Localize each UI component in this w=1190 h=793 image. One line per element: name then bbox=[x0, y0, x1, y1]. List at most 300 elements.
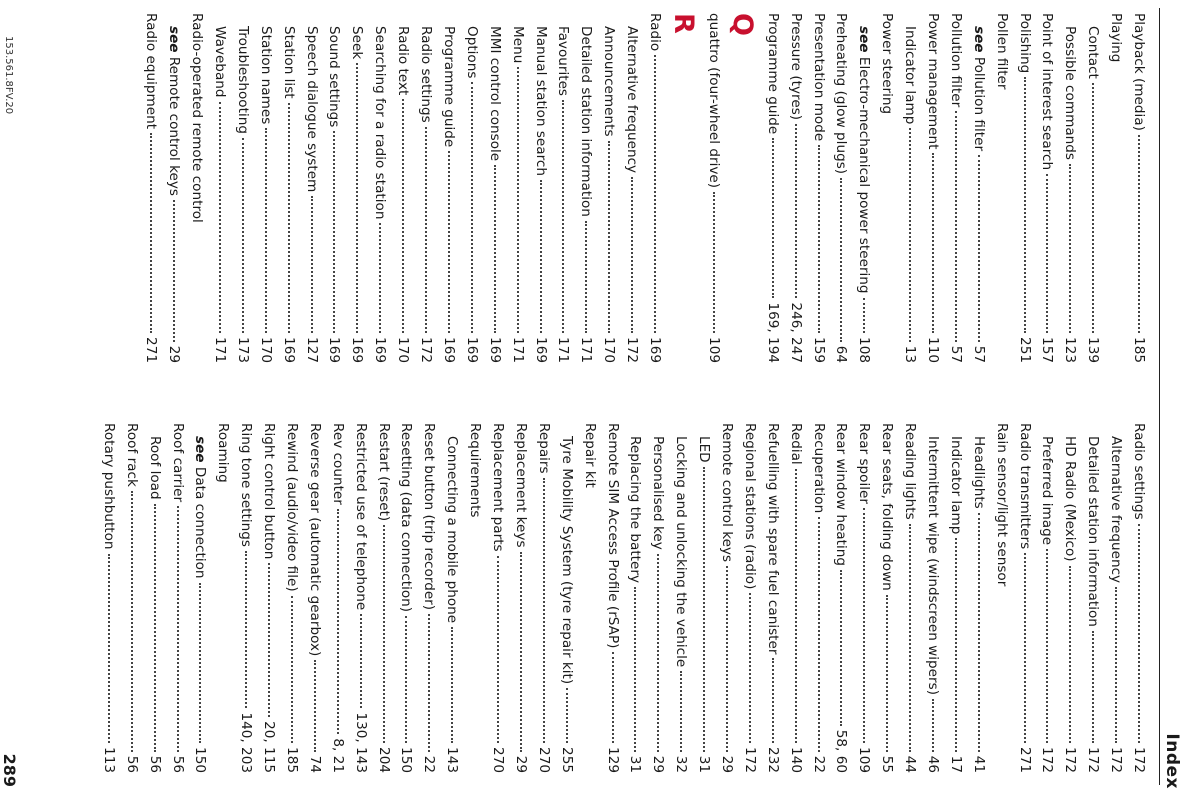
entry-label bbox=[784, 423, 807, 465]
dot-leader bbox=[654, 55, 656, 333]
index-entry bbox=[990, 13, 1013, 363]
dot-leader bbox=[1046, 549, 1048, 743]
entry-page-numbers: 169 bbox=[326, 337, 343, 363]
entry-label bbox=[277, 26, 300, 99]
entry-text: Restart (reset) bbox=[375, 423, 392, 522]
index-entry bbox=[875, 423, 898, 773]
entry-text: Rewind (audio/video file) bbox=[284, 423, 301, 592]
dot-leader bbox=[154, 504, 156, 752]
dot-leader bbox=[520, 552, 522, 752]
entry-page-numbers: 169 bbox=[532, 337, 549, 363]
dot-leader bbox=[955, 111, 957, 342]
entry-text: Detailed station information bbox=[1085, 436, 1102, 627]
index-subentry bbox=[624, 423, 647, 773]
entry-text: Intermittent wipe (windscreen wipers) bbox=[924, 436, 941, 695]
index-subentry bbox=[1081, 423, 1104, 773]
dot-leader bbox=[909, 524, 911, 752]
index-entry bbox=[97, 423, 120, 773]
entry-label bbox=[326, 423, 349, 505]
entry-text: Radio text bbox=[395, 26, 412, 96]
index-entry bbox=[1013, 13, 1036, 363]
dot-leader bbox=[494, 165, 496, 333]
entry-text: Electro-mechanical power steering bbox=[856, 52, 873, 294]
entry-text: Station list bbox=[280, 26, 297, 99]
dot-leader bbox=[314, 660, 316, 751]
entry-text: Sound settings bbox=[326, 26, 343, 128]
dot-leader bbox=[585, 221, 587, 333]
entry-label bbox=[323, 26, 346, 127]
entry-label bbox=[944, 13, 967, 107]
entry-label bbox=[578, 423, 601, 488]
dot-leader bbox=[428, 614, 430, 752]
entry-label bbox=[921, 13, 944, 149]
index-entry bbox=[234, 423, 257, 773]
entry-label bbox=[967, 26, 990, 151]
dot-leader bbox=[1024, 77, 1026, 333]
entry-text: Troubleshooting bbox=[234, 26, 251, 134]
index-subentry bbox=[437, 13, 460, 363]
index-subentry bbox=[921, 423, 944, 773]
entry-text: Radio settings bbox=[1131, 423, 1147, 520]
entry-label bbox=[574, 26, 597, 217]
dot-leader bbox=[173, 200, 175, 342]
see-reference: see bbox=[166, 26, 183, 53]
index-entry bbox=[761, 13, 784, 363]
dot-leader bbox=[863, 298, 865, 333]
entry-page-numbers: 271 bbox=[1016, 747, 1033, 773]
index-subentry bbox=[552, 13, 575, 363]
index-entry bbox=[1127, 13, 1150, 363]
entry-text: Reverse gear (automatic gearbox) bbox=[306, 423, 323, 657]
entry-label bbox=[620, 26, 643, 173]
entry-text: Connecting a mobile phone bbox=[444, 436, 461, 624]
entry-page-numbers: 143 bbox=[444, 747, 461, 773]
entry-page-numbers: 17 bbox=[947, 755, 964, 773]
entry-text: Tyre Mobility System (tyre repair kit) bbox=[558, 436, 575, 685]
entry-page-numbers: 169 bbox=[280, 337, 297, 363]
index-subentry bbox=[323, 13, 346, 363]
index-subentry bbox=[391, 13, 414, 363]
dot-leader bbox=[726, 566, 728, 752]
dot-leader bbox=[886, 595, 888, 752]
index-entry bbox=[921, 13, 944, 363]
entry-page-numbers: 170 bbox=[601, 337, 618, 363]
entry-label bbox=[921, 436, 944, 695]
entry-label bbox=[875, 423, 898, 591]
dot-leader bbox=[749, 593, 751, 743]
entry-label bbox=[303, 423, 326, 656]
entry-label bbox=[509, 423, 532, 548]
entry-page-numbers: 169 bbox=[440, 337, 457, 363]
entry-page-numbers: 150 bbox=[192, 747, 209, 773]
index-entry bbox=[139, 13, 162, 363]
entry-label bbox=[784, 13, 807, 120]
index-subentry bbox=[346, 13, 369, 363]
entry-label bbox=[944, 436, 967, 534]
index-entry bbox=[702, 13, 725, 363]
dot-leader bbox=[425, 127, 427, 333]
index-entry bbox=[509, 423, 532, 773]
entry-text: Searching for a radio station bbox=[372, 26, 389, 220]
entry-label bbox=[460, 26, 483, 78]
dot-leader bbox=[543, 478, 545, 743]
entry-page-numbers: 172 bbox=[1062, 747, 1079, 773]
document-code: 153.561.8FV.20 bbox=[3, 36, 14, 115]
dot-leader bbox=[795, 124, 797, 298]
entry-page-numbers: 56 bbox=[123, 755, 140, 773]
entry-text: Remote SIM Access Profile (rSAP) bbox=[604, 423, 621, 649]
entry-text: Indicator lamp bbox=[947, 436, 964, 535]
index-column-left bbox=[139, 13, 1150, 363]
entry-text: Replacement keys bbox=[512, 423, 529, 548]
index-subentry bbox=[1058, 423, 1081, 773]
entry-text: Rain sensor/light sensor bbox=[993, 423, 1010, 587]
dot-leader bbox=[288, 103, 290, 333]
dot-leader bbox=[356, 63, 358, 333]
entry-label bbox=[257, 423, 280, 559]
dot-leader bbox=[932, 699, 934, 752]
dot-leader bbox=[517, 67, 519, 333]
index-subentry bbox=[143, 423, 166, 773]
entry-page-numbers: 169 bbox=[372, 337, 389, 363]
entry-label bbox=[97, 423, 120, 550]
dot-leader bbox=[840, 570, 842, 726]
dot-leader bbox=[219, 102, 221, 334]
index-entry bbox=[601, 423, 624, 773]
entry-label bbox=[555, 436, 578, 684]
dot-leader bbox=[177, 506, 179, 752]
entry-page-numbers: 171 bbox=[578, 337, 595, 363]
entry-text: Roof carrier bbox=[169, 423, 186, 503]
index-entry bbox=[738, 423, 761, 773]
entry-text: Radio transmitters bbox=[1016, 423, 1033, 550]
entry-text: Headlights bbox=[970, 436, 987, 509]
entry-label bbox=[898, 423, 921, 520]
dot-leader bbox=[337, 509, 339, 735]
entry-label bbox=[166, 423, 189, 502]
index-subentry bbox=[300, 13, 323, 363]
entry-label bbox=[1081, 436, 1104, 627]
entry-page-numbers: 204 bbox=[375, 747, 392, 773]
dot-leader bbox=[795, 469, 797, 743]
entry-page-numbers: 171 bbox=[555, 337, 572, 363]
index-entry bbox=[990, 423, 1013, 773]
entry-page-numbers: 172 bbox=[418, 337, 435, 363]
entry-text: Presentation mode bbox=[810, 13, 827, 142]
entry-text: Regional stations (radio) bbox=[741, 423, 758, 590]
entry-label bbox=[506, 26, 529, 63]
entry-text: Speech dialogue system bbox=[303, 26, 320, 193]
entry-label bbox=[738, 423, 761, 589]
index-entry bbox=[807, 423, 830, 773]
dot-leader bbox=[383, 525, 385, 743]
entry-page-numbers: 113 bbox=[100, 747, 117, 773]
index-subentry bbox=[254, 13, 277, 363]
dot-leader bbox=[608, 141, 610, 333]
entry-page-numbers: 169 bbox=[486, 337, 503, 363]
entry-label bbox=[395, 423, 418, 612]
entry-label bbox=[143, 436, 166, 500]
entry-text: Radio bbox=[646, 13, 663, 52]
entry-label bbox=[139, 13, 162, 129]
entry-page-numbers: 31 bbox=[627, 755, 644, 773]
index-subentry bbox=[368, 13, 391, 363]
entry-page-numbers: 56 bbox=[146, 755, 163, 773]
entry-label bbox=[715, 423, 738, 562]
index-entry bbox=[898, 423, 921, 773]
entry-label bbox=[254, 26, 277, 124]
entry-page-numbers: 57 bbox=[947, 345, 964, 363]
entry-label bbox=[185, 13, 208, 223]
entry-label bbox=[898, 26, 921, 124]
entry-label bbox=[532, 423, 555, 474]
index-subentry bbox=[460, 13, 483, 363]
entry-page-numbers: 108 bbox=[856, 337, 873, 363]
entry-label bbox=[483, 26, 506, 161]
dot-leader bbox=[772, 138, 774, 298]
dot-leader bbox=[713, 192, 715, 333]
dot-leader bbox=[268, 563, 270, 717]
entry-label bbox=[1036, 436, 1059, 545]
index-entry bbox=[257, 423, 280, 773]
entry-page-numbers: 251 bbox=[1016, 337, 1033, 363]
entry-page-numbers: 271 bbox=[143, 337, 160, 363]
entry-text: Data connection bbox=[192, 462, 209, 579]
entry-text: Radio-operated remote control bbox=[189, 13, 206, 223]
entry-label bbox=[967, 436, 990, 509]
index-entry bbox=[852, 423, 875, 773]
index-entry bbox=[532, 423, 555, 773]
entry-label bbox=[761, 423, 784, 654]
index-entry bbox=[303, 423, 326, 773]
dot-leader bbox=[978, 513, 980, 752]
entry-text: Repair kit bbox=[581, 423, 598, 488]
entry-page-numbers: 157 bbox=[1039, 337, 1056, 363]
entry-page-numbers: 150 bbox=[398, 747, 415, 773]
entry-page-numbers: 169 bbox=[646, 337, 663, 363]
entry-text: Alternative frequency bbox=[1108, 436, 1125, 584]
entry-label bbox=[1036, 13, 1059, 170]
index-subentry bbox=[944, 423, 967, 773]
entry-page-numbers: 109 bbox=[856, 747, 873, 773]
entry-label bbox=[646, 436, 669, 550]
entry-text: Replacing the battery bbox=[627, 436, 644, 583]
entry-text: Preferred image bbox=[1039, 436, 1056, 546]
dot-leader bbox=[1092, 631, 1094, 743]
index-subentry bbox=[483, 13, 506, 363]
entry-page-numbers: 57 bbox=[970, 345, 987, 363]
entry-text: Playing bbox=[1108, 13, 1125, 63]
dot-leader bbox=[1069, 566, 1071, 743]
entry-label bbox=[624, 436, 647, 583]
entry-text: Pressure (tyres) bbox=[787, 13, 804, 121]
entry-page-numbers: 55 bbox=[879, 755, 896, 773]
entry-label bbox=[990, 13, 1013, 90]
entry-label bbox=[349, 423, 372, 610]
entry-label bbox=[437, 26, 460, 147]
dot-leader bbox=[932, 153, 934, 333]
index-entry bbox=[643, 13, 666, 363]
dot-leader bbox=[471, 82, 473, 333]
dot-leader bbox=[379, 223, 381, 333]
entry-label bbox=[1127, 13, 1150, 131]
dot-leader bbox=[311, 196, 313, 333]
entry-text: Roaming bbox=[215, 423, 232, 483]
dot-leader bbox=[131, 491, 133, 752]
entry-label bbox=[120, 423, 143, 487]
entry-page-numbers: 8, 21 bbox=[329, 738, 346, 773]
entry-label bbox=[345, 26, 368, 59]
index-entry bbox=[1127, 423, 1150, 773]
dot-leader bbox=[680, 671, 682, 751]
entry-label bbox=[830, 423, 853, 566]
dot-leader bbox=[863, 508, 865, 743]
entry-text: Rear window heating bbox=[833, 423, 850, 566]
page-number: 289 bbox=[0, 753, 19, 787]
entry-page-numbers: 29 bbox=[650, 755, 667, 773]
entry-page-numbers: 29 bbox=[166, 345, 183, 363]
entry-text: Seek bbox=[349, 26, 366, 60]
entry-page-numbers: 13 bbox=[902, 345, 919, 363]
entry-label bbox=[1058, 436, 1081, 562]
entry-text: Possible commands bbox=[1062, 26, 1079, 160]
index-column-right bbox=[97, 423, 1150, 773]
index-entry bbox=[784, 13, 807, 363]
entry-label bbox=[231, 26, 254, 134]
entry-label bbox=[1104, 436, 1127, 583]
dot-leader bbox=[291, 596, 293, 743]
entry-page-numbers: 22 bbox=[421, 755, 438, 773]
entry-text: Programme guide bbox=[764, 13, 781, 135]
index-entry bbox=[875, 13, 898, 363]
entry-text: Radio settings bbox=[418, 26, 435, 123]
entry-text: Power steering bbox=[879, 13, 896, 115]
index-entry bbox=[166, 423, 189, 773]
entry-page-numbers: 139 bbox=[1085, 337, 1102, 363]
entry-text: quattro (four-wheel drive) bbox=[705, 13, 722, 189]
entry-page-numbers: 44 bbox=[902, 755, 919, 773]
dot-leader bbox=[150, 133, 152, 333]
entry-text: Remote control keys bbox=[718, 423, 735, 563]
index-subentry bbox=[277, 13, 300, 363]
index-subentry bbox=[1058, 13, 1081, 363]
entry-text: Alternative frequency bbox=[624, 26, 641, 174]
entry-label bbox=[807, 423, 830, 513]
entry-text: Menu bbox=[509, 26, 526, 64]
see-reference: see bbox=[856, 26, 873, 53]
index-entry bbox=[830, 423, 853, 773]
entry-page-numbers: 41 bbox=[970, 755, 987, 773]
dot-leader bbox=[448, 151, 450, 333]
entry-page-numbers: 172 bbox=[624, 337, 641, 363]
entry-page-numbers: 140, 203 bbox=[238, 712, 255, 773]
index-subentry bbox=[898, 13, 921, 363]
entry-text: Refuelling with spare fuel canister bbox=[764, 423, 781, 655]
entry-text: Ring tone settings bbox=[238, 423, 255, 547]
entry-page-numbers: 140 bbox=[787, 747, 804, 773]
entry-text: Right control button bbox=[261, 423, 278, 560]
dot-leader bbox=[1092, 83, 1094, 333]
entry-page-numbers: 170 bbox=[395, 337, 412, 363]
dot-leader bbox=[1138, 135, 1140, 333]
index-subentry bbox=[1104, 423, 1127, 773]
index-entry bbox=[830, 13, 853, 363]
index-entry bbox=[715, 423, 738, 773]
entry-label bbox=[552, 26, 575, 96]
entry-page-numbers: 172 bbox=[1085, 747, 1102, 773]
entry-label bbox=[852, 423, 875, 504]
entry-label bbox=[280, 423, 303, 592]
entry-label bbox=[414, 26, 437, 123]
entry-label bbox=[1058, 26, 1081, 160]
index-entry bbox=[1104, 13, 1127, 363]
entry-label bbox=[189, 436, 212, 579]
entry-text: Roof load bbox=[146, 436, 163, 500]
index-subentry bbox=[574, 13, 597, 363]
dot-leader bbox=[1138, 524, 1140, 743]
index-subentry bbox=[162, 13, 185, 363]
dot-leader bbox=[406, 616, 408, 743]
dot-leader bbox=[818, 517, 820, 751]
header-rule bbox=[1159, 8, 1160, 785]
entry-page-numbers: 172 bbox=[1039, 747, 1056, 773]
entry-page-numbers: 270 bbox=[535, 747, 552, 773]
entry-text: Requirements bbox=[467, 423, 484, 518]
dot-leader bbox=[772, 658, 774, 743]
dot-leader bbox=[334, 131, 336, 333]
entry-page-numbers: 74 bbox=[306, 755, 323, 773]
dot-leader bbox=[451, 627, 453, 743]
entry-label bbox=[463, 423, 486, 518]
entry-page-numbers: 22 bbox=[810, 755, 827, 773]
dot-leader bbox=[634, 587, 636, 752]
index-entry bbox=[578, 423, 601, 773]
entry-label bbox=[486, 423, 509, 552]
entry-page-numbers: 64 bbox=[833, 345, 850, 363]
entry-text: Locking and unlocking the vehicle bbox=[673, 436, 690, 668]
section-letter-r: R bbox=[667, 13, 699, 34]
dot-leader bbox=[840, 178, 842, 342]
dot-leader bbox=[245, 551, 247, 709]
entry-text: Reset button (trip recorder) bbox=[421, 423, 438, 611]
index-entry bbox=[1013, 423, 1036, 773]
entry-page-numbers: 159 bbox=[810, 337, 827, 363]
index-subentry bbox=[506, 13, 529, 363]
entry-text: Indicator lamp bbox=[902, 26, 919, 125]
dot-leader bbox=[955, 538, 957, 751]
index-entry bbox=[395, 423, 418, 773]
entry-page-numbers: 58, 60 bbox=[833, 729, 850, 773]
index-entry bbox=[349, 423, 372, 773]
dot-leader bbox=[1046, 174, 1048, 333]
index-entry bbox=[326, 423, 349, 773]
index-entry bbox=[120, 423, 143, 773]
entry-label bbox=[300, 26, 323, 192]
index-entry bbox=[418, 423, 441, 773]
entry-page-numbers: 130, 143 bbox=[352, 712, 369, 773]
entry-text: Point of interest search bbox=[1039, 13, 1056, 171]
entry-label bbox=[372, 423, 395, 521]
index-entry bbox=[784, 423, 807, 773]
entry-text: Detailed station information bbox=[578, 26, 595, 217]
dot-leader bbox=[540, 180, 542, 333]
entry-text: Announcements bbox=[601, 26, 618, 137]
entry-page-numbers: 46 bbox=[924, 755, 941, 773]
index-subentry bbox=[231, 13, 254, 363]
dot-leader bbox=[360, 614, 362, 708]
entry-label bbox=[417, 423, 440, 610]
entry-page-numbers: 246, 247 bbox=[787, 302, 804, 363]
